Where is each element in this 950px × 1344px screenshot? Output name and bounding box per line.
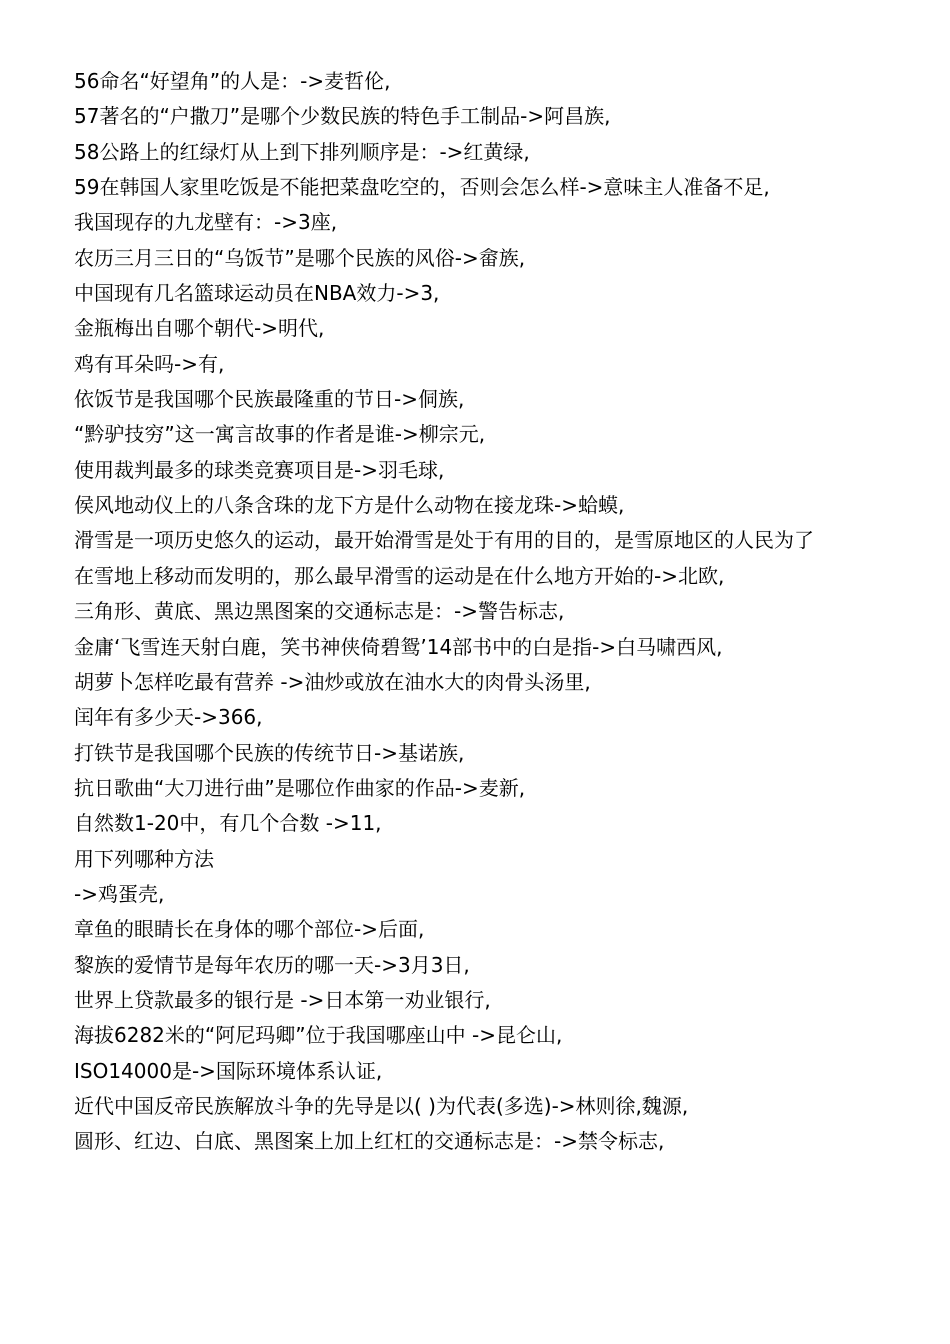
text-line: 我国现存的九龙壁有：->3座, xyxy=(74,210,338,235)
text-line: 圆形、红边、白底、黑图案上加上红杠的交通标志是：->禁令标志, xyxy=(74,1129,665,1154)
text-line: 用下列哪种方法 xyxy=(74,846,214,871)
text-line: 世界上贷款最多的银行是 ->日本第一劝业银行, xyxy=(74,987,491,1012)
text-line: 鸡有耳朵吗->有, xyxy=(74,351,225,376)
text-line: ->鸡蛋壳, xyxy=(74,881,165,906)
text-line: 56命名“好望角”的人是：->麦哲伦, xyxy=(74,69,391,93)
text-line: 58公路上的红绿灯从上到下排列顺序是：->红黄绿, xyxy=(74,139,530,164)
text-line: 使用裁判最多的球类竞赛项目是->羽毛球, xyxy=(74,457,445,482)
text-line: 金瓶梅出自哪个朝代->明代, xyxy=(74,316,325,341)
text-line: 59在韩国人家里吃饭是不能把菜盘吃空的，否则会怎么样->意味主人准备不足, xyxy=(74,175,770,200)
text-line: “黔驴技穷”这一寓言故事的作者是谁->柳宗元, xyxy=(74,422,486,447)
text-line: 胡萝卜怎样吃最有营养 ->油炒或放在油水大的肉骨头汤里, xyxy=(74,669,591,694)
text-line: 抗日歌曲“大刀进行曲”是哪位作曲家的作品->麦新, xyxy=(74,775,526,800)
text-line: 闰年有多少天->366, xyxy=(74,705,263,730)
text-line: 章鱼的眼睛长在身体的哪个部位->后面, xyxy=(74,917,425,942)
text-line: 侯风地动仪上的八条含珠的龙下方是什么动物在接龙珠->蛤蟆, xyxy=(74,493,625,518)
text-line: 中国现有几名篮球运动员在NBA效力->3, xyxy=(74,281,440,306)
text-line: 海拔6282米的“阿尼玛卿”位于我国哪座山中 ->昆仑山, xyxy=(74,1023,563,1048)
text-line: 滑雪是一项历史悠久的运动，最开始滑雪是处于有用的目的，是雪原地区的人民为了 xyxy=(74,528,814,553)
text-line: ISO14000是->国际环境体系认证, xyxy=(74,1058,383,1083)
text-lines xyxy=(74,64,924,1160)
text-line: 近代中国反帝民族解放斗争的先导是以( )为代表(多选)->林则徐,魏源, xyxy=(74,1093,689,1118)
text-line: 黎族的爱情节是每年农历的哪一天->3月3日, xyxy=(74,952,470,977)
text-line: 依饭节是我国哪个民族最隆重的节日->侗族, xyxy=(74,387,465,412)
text-line: 在雪地上移动而发明的，那么最早滑雪的运动是在什么地方开始的->北欧, xyxy=(74,563,725,588)
text-line: 57著名的“户撒刀”是哪个少数民族的特色手工制品->阿昌族, xyxy=(74,104,611,129)
text-line: 打铁节是我国哪个民族的传统节日->基诺族, xyxy=(74,740,465,765)
text-line: 金庸‘飞雪连天射白鹿，笑书神侠倚碧鸳’14部书中的白是指->白马啸西风, xyxy=(74,634,723,659)
text-line: 三角形、黄底、黑边黑图案的交通标志是：->警告标志, xyxy=(74,599,565,624)
text-line: 自然数1-20中，有几个合数 ->11, xyxy=(74,811,382,836)
text-line: 农历三月三日的“乌饭节”是哪个民族的风俗->畲族, xyxy=(74,245,526,270)
